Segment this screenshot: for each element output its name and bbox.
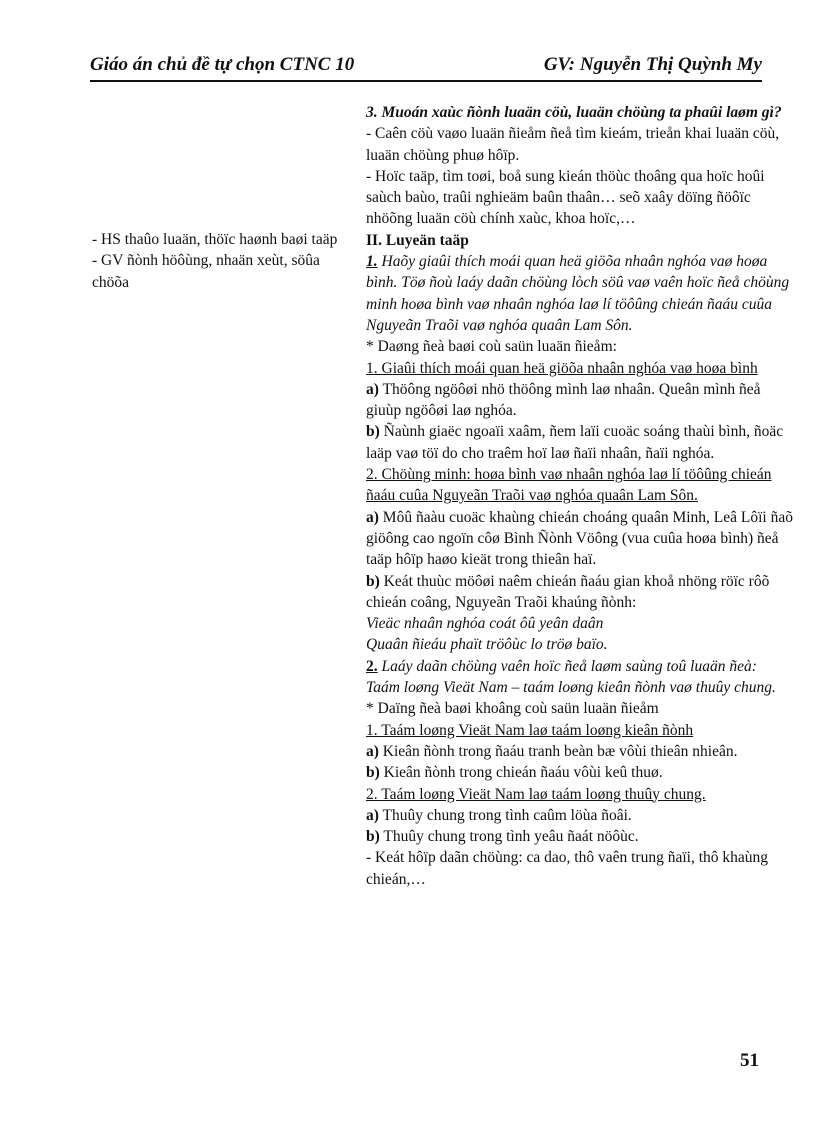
exercise-2-point-1-a [366,741,794,762]
item-text: Keát thuùc möôøi naêm chieán ñaáu gian khoå nhöng röïc rôõ chieán coâng, Nguyeãn Traõi khaúng ñònh: [366,572,770,611]
exercise-2-number: 2. [366,657,378,675]
question-3-answer-1: - Caên cöù vaøo luaän ñieåm ñeå tìm kieám, trieån khai luaän cöù, luaän chöùng phuø hôïp. [366,125,780,164]
exercise-1-point-1: 1. Giaûi thích moái quan heä giöõa nhaân nghóa vaø hoøa bình [366,359,758,377]
left-activity-teacher: - GV ñònh höôùng, nhaän xeùt, söûa chöõa [92,252,320,291]
exercise-1-point-2: 2. Chöùng minh: hoøa bình vaø nhaân nghóa laø lí töôûng chieán ñaáu cuûa Nguyeãn Traõi vaø nghóa quaân Lam Sôn. [366,466,772,505]
header-rule [90,80,762,82]
item-label: b) [366,828,380,846]
question-3-heading: 3. Muoán xaùc ñònh luaän cöù, luaän chöùng ta phaûi laøm gì? [366,104,782,121]
exercise-2-point-2-b [366,826,794,847]
exercise-2-prompt [366,656,794,699]
exercise-1-outline-intro: * Daøng ñeà baøi coù saün luaän ñieåm: [366,338,617,356]
exercise-2-point-2-a [366,805,794,826]
teacher-activity-column [92,229,354,293]
exercise-1-number: 1. [366,253,378,271]
quote-line-1: Vieäc nhaân nghóa coát ôû yeân daân [366,615,604,633]
quote-line-2: Quaân ñieáu phaït tröôùc lo tröø baïo. [366,636,608,654]
item-label: a) [366,380,379,398]
item-text: Ñaùnh giaëc ngoaïi xaâm, ñem laïi cuoäc soáng thaùi bình, ñoäc laäp vaø töï do cho traêm hoï laø ñaïi nhaân, ñaïi nghóa. [366,423,784,462]
item-label: a) [366,742,379,760]
exercise-1-prompt [366,251,794,336]
section-2-heading: II. Luyeän taäp [366,231,469,249]
item-label: b) [366,572,380,590]
header-teacher-name: GV: Nguyễn Thị Quỳnh My [543,54,762,75]
exercise-2-evidence: - Keát hôïp daãn chöùng: ca dao, thô vaên trung ñaïi, thô khaùng chieán,… [366,849,769,888]
item-text: Kieân ñònh trong chieán ñaáu vôùi keû thuø. [379,764,663,782]
content-column [366,102,794,890]
exercise-2-point-1-b [366,762,794,783]
question-3-answer-2: - Hoïc taäp, tìm toøi, boå sung kieán thöùc thoâng qua hoïc hoûi saùch baùo, traûi nghieäm baûn thaân… seõ xaây döïng ñöôïc nhöõng luaän cöù chính xaùc, khoa hoïc,… [366,167,765,228]
page-header [90,54,762,80]
exercise-1-point-2-a [366,507,794,571]
exercise-2-outline-intro: * Daïng ñeà baøi khoâng coù saün luaän ñieåm [366,700,659,718]
left-activity-student: - HS thaûo luaän, thöïc haønh baøi taäp [92,231,338,248]
page-number: 51 [740,1050,759,1071]
exercise-1-point-1-b [366,421,794,464]
item-label: b) [366,764,380,782]
header-course-title: Giáo án chủ đề tự chọn CTNC 10 [90,54,355,75]
exercise-2-point-2: 2. Taám loøng Vieät Nam laø taám loøng thuûy chung. [366,785,706,803]
item-text: Môû ñaàu cuoäc khaùng chieán choáng quaân Minh, Leâ Lôïi ñaõ giöông cao ngoïn côø Bình Ñònh Vöông (vua cuûa hoøa bình) ñeå taäp hôïp haøo kieät trong thieân haï. [366,508,793,569]
item-text: Thuûy chung trong tình caûm löùa ñoâi. [378,806,632,824]
item-label: a) [366,508,379,526]
item-text: Thuûy chung trong tình yeâu ñaát nöôùc. [379,828,639,846]
exercise-1-point-2-b [366,571,794,614]
exercise-1-text: Haõy giaûi thích moái quan heä giöõa nhaân nghóa vaø hoøa bình. Töø ñoù laáy daãn chöùng lòch söû vaø vaên hoïc ñeå chöùng minh hoøa bình vaø nhaân nghóa laø lí töôûng chieán ñaáu cuûa Nguyeãn Traõi vaø nghóa quaân Lam Sôn. [366,253,790,334]
exercise-1-point-1-a [366,379,794,422]
item-text: Thöông ngöôøi nhö thöông mình laø nhaân. Queân mình ñeå giuùp ngöôøi laø nghóa. [366,380,761,420]
item-text: Kieân ñònh trong ñaáu tranh beàn bæ vôùi thieân nhieân. [378,742,738,760]
item-label: b) [366,423,380,441]
item-label: a) [366,806,379,824]
exercise-2-point-1: 1. Taám loøng Vieät Nam laø taám loøng kieân ñònh [366,721,694,739]
exercise-2-text: Laáy daãn chöùng vaên hoïc ñeå laøm saùng toû luaän ñeà: Taám loøng Vieät Nam – taám loøng kieân ñònh vaø thuûy chung. [366,657,776,697]
